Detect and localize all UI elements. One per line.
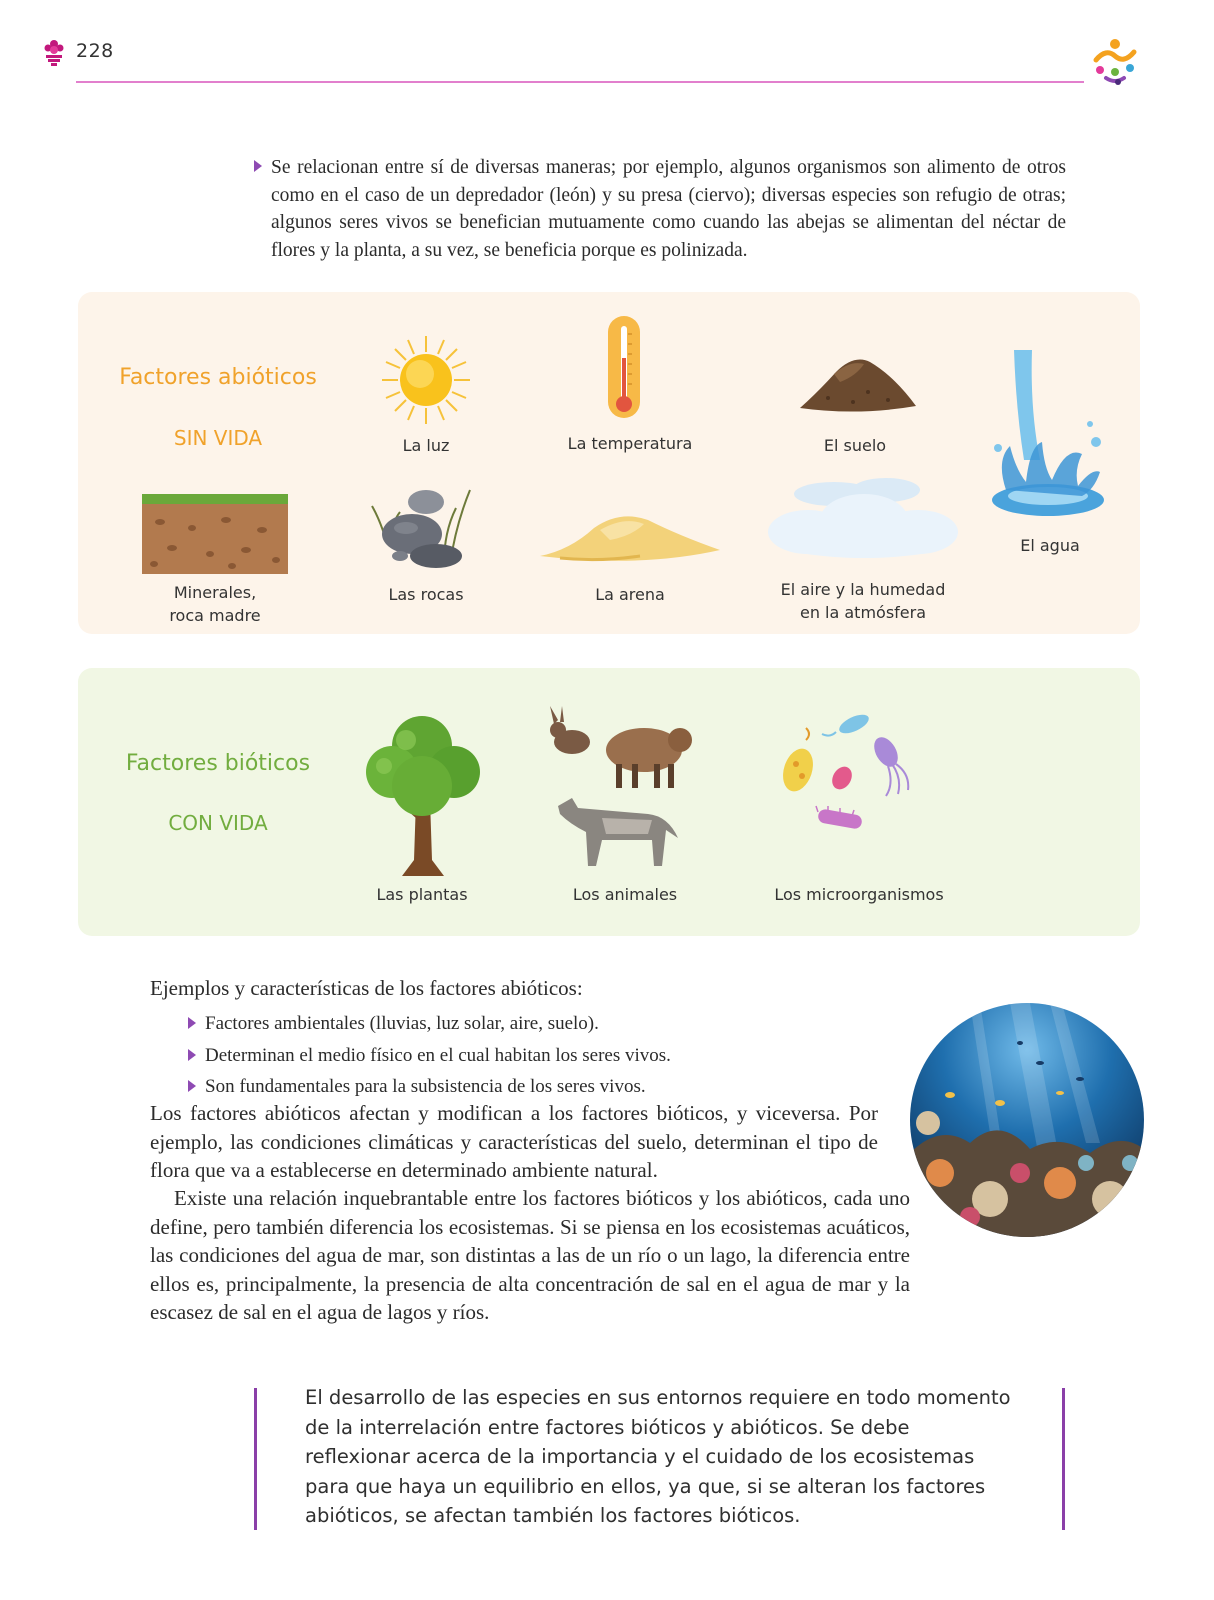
label-suelo: El suelo <box>823 436 887 455</box>
reflection-text: El desarrollo de las especies en sus entornos requiere en todo momento de la interrelación entre factores bióticos y abióticos. Se debe reflexionar acerca de la importancia y el cuidado de los ecosistemas para que haya un equilibrio en ellos, ya que, si se alteran los factores abióticos, se afectan también los factores bióticos. <box>305 1386 1011 1527</box>
water-splash-icon <box>986 350 1110 526</box>
body-paragraph-2: Existe una relación inquebrantable entre los factores bióticos y los abióticos, cada uno define, pero también diferencia los ecosistemas. Si se piensa en los ecosistemas acuáticos, las condiciones del agua de mar, son distintas a las de un río o un lago, la diferencia entre ellos es, principalmente, la presencia de alta concentración de sal en el agua de mar y la escasez de sal en el agua de lagos y ríos. <box>150 1186 910 1324</box>
label-aire-2: en la atmósfera <box>799 603 927 622</box>
body-paragraph-1: Los factores abióticos afectan y modifican a los factores bióticos, y viceversa. Por ejemplo, las condiciones climáticas y características del suelo, determinan el tipo de flora que va a establecerse en determinado ambiente natural. <box>150 1101 878 1182</box>
examples-list <box>186 1008 671 1103</box>
biotic-title: Factores bióticos <box>125 751 311 776</box>
page-number: 228 <box>76 40 114 62</box>
tree-icon <box>362 710 484 878</box>
soil-pile-icon <box>798 352 918 416</box>
sand-pile-icon <box>540 510 720 570</box>
list-item: Son fundamentales para la subsistencia de los seres vivos. <box>186 1071 671 1103</box>
examples-heading: Ejemplos y características de los factores abióticos: <box>150 976 583 1000</box>
header-rule <box>76 81 1084 83</box>
label-minerales-2: roca madre <box>169 606 261 625</box>
label-animales: Los animales <box>572 885 678 904</box>
label-arena: La arena <box>595 585 665 604</box>
abiotic-subtitle: SIN VIDA <box>173 426 263 450</box>
label-temperatura: La temperatura <box>567 434 693 453</box>
label-rocas: Las rocas <box>388 585 464 604</box>
label-minerales-1: Minerales, <box>173 583 257 602</box>
intro-text: Se relacionan entre sí de diversas maneras; por ejemplo, algunos organismos son alimento de otros como en el caso de un depredador (león) y su presa (ciervo); diversas especies son refugio de otras; algunos seres vivos se benefician mutuamente como cuando las abejas se alimentan del néctar de flores y la planta, a su vez, se beneficia porque es polinizada. <box>271 157 1066 261</box>
thermometer-icon <box>604 314 644 422</box>
dancing-figures-logo-icon <box>1088 34 1142 86</box>
label-plantas: Las plantas <box>376 885 468 904</box>
rocks-icon <box>370 484 476 574</box>
microorganisms-icon <box>782 704 938 848</box>
animals-icon <box>548 706 700 876</box>
label-microorganismos: Los microorganismos <box>774 885 944 904</box>
flower-emblem-icon <box>42 38 66 66</box>
list-item: Factores ambientales (lluvias, luz solar, aire, suelo). <box>186 1008 671 1040</box>
coral-reef-photo <box>910 1003 1144 1237</box>
soil-layers-icon <box>142 494 288 574</box>
label-luz: La luz <box>402 436 450 455</box>
bullet-arrow-icon <box>254 160 262 172</box>
clouds-icon <box>768 476 958 560</box>
list-item: Determinan el medio físico en el cual habitan los seres vivos. <box>186 1040 671 1072</box>
abiotic-title: Factores abióticos <box>119 365 317 390</box>
reflection-border-right <box>1062 1388 1065 1530</box>
reflection-border-left <box>254 1388 257 1530</box>
label-agua: El agua <box>1020 536 1080 555</box>
biotic-subtitle: CON VIDA <box>168 811 268 835</box>
label-aire-1: El aire y la humedad <box>780 580 946 599</box>
rabbit-shape <box>550 706 590 754</box>
intro-bullet <box>254 154 1066 264</box>
sun-icon <box>378 332 474 428</box>
